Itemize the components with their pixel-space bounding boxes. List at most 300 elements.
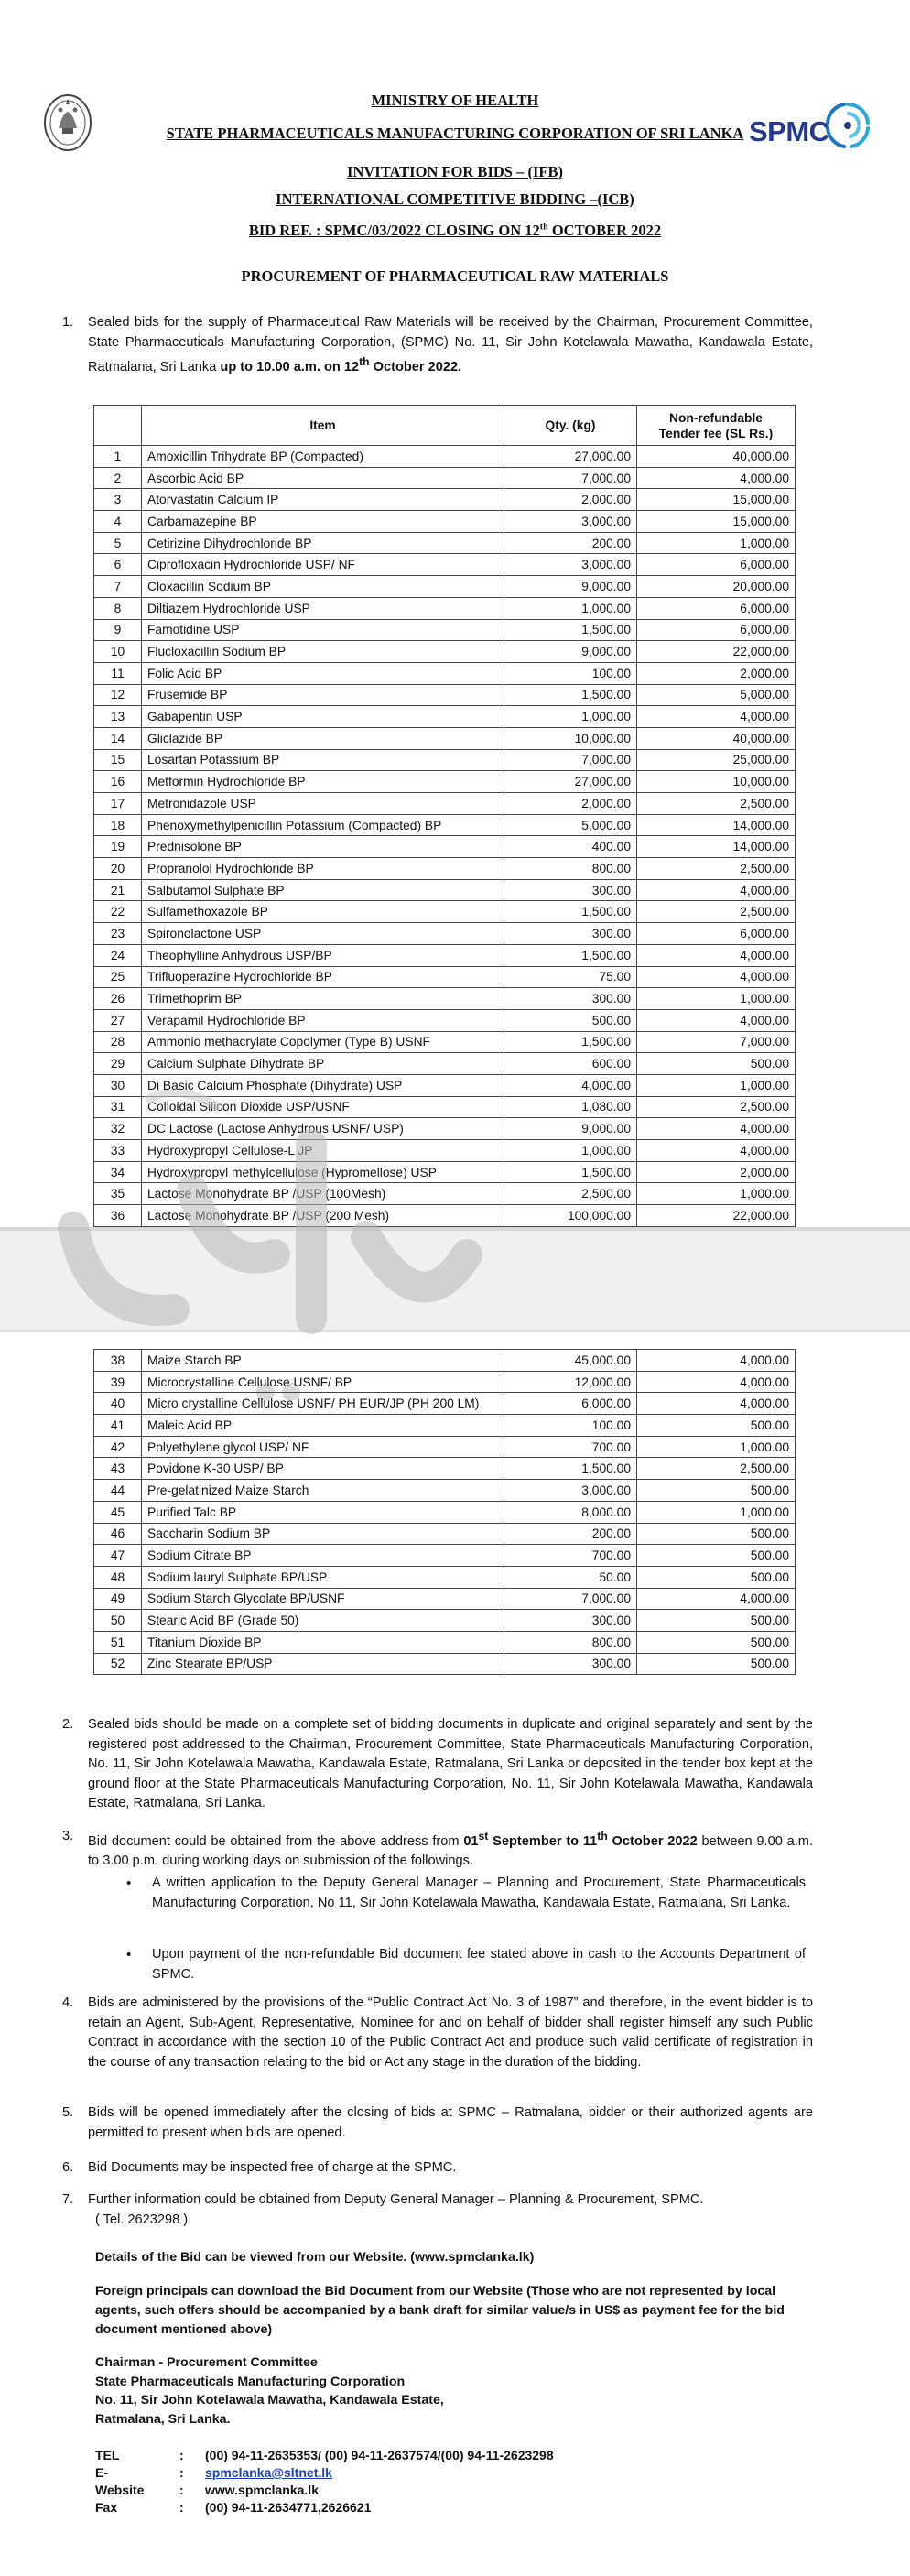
para3-text-a: Bid document could be obtained from the above address from <box>88 1833 464 1849</box>
cell-fee: 500.00 <box>637 1566 796 1588</box>
contact-email <box>95 2464 332 2482</box>
table-row <box>94 1009 796 1031</box>
table-row <box>94 1393 796 1415</box>
table-row <box>94 467 796 489</box>
table-row <box>94 706 796 728</box>
cell-fee: 500.00 <box>637 1415 796 1437</box>
signature-line: State Pharmaceuticals Manufacturing Corporation <box>95 2374 406 2389</box>
cell-no: 44 <box>94 1480 142 1502</box>
cell-qty: 3,000.00 <box>504 1480 637 1502</box>
cell-item: Flucloxacillin Sodium BP <box>142 641 504 663</box>
signature-block <box>95 2353 444 2429</box>
table-row <box>94 1458 796 1480</box>
paragraph-number: 6. <box>62 2160 74 2175</box>
cell-item: Maleic Acid BP <box>142 1415 504 1437</box>
bullet-item <box>126 1945 806 1984</box>
cell-no: 23 <box>94 923 142 945</box>
cell-item: Metformin Hydrochloride BP <box>142 771 504 793</box>
cell-fee: 500.00 <box>637 1545 796 1567</box>
cell-fee: 20,000.00 <box>637 576 796 598</box>
cell-qty: 2,500.00 <box>504 1183 637 1205</box>
cell-item: Folic Acid BP <box>142 662 504 684</box>
cell-no: 33 <box>94 1140 142 1162</box>
cell-qty: 12,000.00 <box>504 1371 637 1393</box>
paragraph-text: Sealed bids should be made on a complete set of bidding documents in duplicate and original separately and sent by the registered post addressed to the Chairman, Procurement Committee, State Pharmaceuticals Manufacturing Corporation, No. 11, Sir John Kotelawala Mawatha, Kandawala Estate, Ratmalana, Sri Lanka or deposited in the tender box kept at the ground floor at the State Pharmaceuticals Manufacturing Corporation, No. 11, Sir John Kotelawala Mawatha, Kandawala Estate, Ratmalana, Sri Lanka. <box>88 1717 813 1810</box>
bidding-type-title: INTERNATIONAL COMPETITIVE BIDDING –(ICB) <box>276 190 634 208</box>
para3-text-c: between 9.00 a.m. to 3.00 p.m. during working days on submission of the followings. <box>88 1833 813 1869</box>
cell-no: 6 <box>94 554 142 576</box>
cell-item: Hydroxypropyl Cellulose-L JP <box>142 1140 504 1162</box>
contact-value: (00) 94-11-2635353/ (00) 94-11-2637574/(00) 94-11-2623298 <box>205 2448 554 2462</box>
cell-no: 18 <box>94 814 142 836</box>
cell-no: 27 <box>94 1009 142 1031</box>
paragraph-number: 4. <box>62 1995 74 2010</box>
cell-fee: 4,000.00 <box>637 1393 796 1415</box>
cell-qty: 6,000.00 <box>504 1393 637 1415</box>
cell-qty: 9,000.00 <box>504 1118 637 1140</box>
spmc-logo-text: SPMC <box>749 115 829 147</box>
table-row <box>94 597 796 619</box>
cell-item: Frusemide BP <box>142 684 504 706</box>
paragraph-number: 7. <box>62 2192 74 2207</box>
cell-no: 17 <box>94 793 142 815</box>
cell-item: Colloidal Silicon Dioxide USP/USNF <box>142 1096 504 1118</box>
cell-no: 1 <box>94 446 142 468</box>
cell-no: 2 <box>94 467 142 489</box>
cell-fee: 14,000.00 <box>637 836 796 858</box>
contact-separator: : <box>179 2448 184 2462</box>
table-row <box>94 749 796 771</box>
cell-qty: 700.00 <box>504 1545 637 1567</box>
contact-fax <box>95 2499 371 2516</box>
cell-item: Di Basic Calcium Phosphate (Dihydrate) USP <box>142 1074 504 1096</box>
cell-qty: 27,000.00 <box>504 771 637 793</box>
cell-fee: 7,000.00 <box>637 1031 796 1053</box>
cell-no: 24 <box>94 944 142 966</box>
contact-separator: : <box>179 2483 184 2497</box>
cell-no: 26 <box>94 988 142 1010</box>
cell-no: 25 <box>94 966 142 988</box>
email-link[interactable]: spmclanka@sltnet.lk <box>205 2465 332 2480</box>
cell-item: Lactose Monohydrate BP /USP (200 Mesh) <box>142 1205 504 1227</box>
cell-item: Ammonio methacrylate Copolymer (Type B) USNF <box>142 1031 504 1053</box>
cell-item: Povidone K-30 USP/ BP <box>142 1458 504 1480</box>
cell-qty: 100,000.00 <box>504 1205 637 1227</box>
table-row <box>94 1415 796 1437</box>
bid-ref-suffix: OCTOBER 2022 <box>547 222 662 239</box>
contact-label: Website <box>95 2483 145 2497</box>
table-header-row <box>94 406 796 446</box>
cell-item: Hydroxypropyl methylcellulose (Hypromellose) USP <box>142 1161 504 1183</box>
cell-qty: 1,080.00 <box>504 1096 637 1118</box>
table-row <box>94 1053 796 1075</box>
paragraph-text <box>88 313 813 377</box>
table-row <box>94 1566 796 1588</box>
website-note: Details of the Bid can be viewed from our Website. (www.spmclanka.lk) <box>95 2250 535 2265</box>
cell-item: Microcrystalline Cellulose USNF/ BP <box>142 1371 504 1393</box>
contact-value: (00) 94-11-2634771,2626621 <box>205 2500 372 2515</box>
cell-no: 20 <box>94 858 142 880</box>
cell-qty: 1,000.00 <box>504 706 637 728</box>
cell-fee: 500.00 <box>637 1631 796 1653</box>
table-row <box>94 1501 796 1523</box>
cell-fee: 4,000.00 <box>637 1350 796 1372</box>
para1-deadline-end: October 2022. <box>369 359 462 375</box>
table-row <box>94 1653 796 1675</box>
table-row <box>94 1436 796 1458</box>
cell-fee: 4,000.00 <box>637 706 796 728</box>
cell-qty: 800.00 <box>504 858 637 880</box>
paragraph-number: 1. <box>62 315 74 330</box>
cell-no: 38 <box>94 1350 142 1372</box>
cell-no: 51 <box>94 1631 142 1653</box>
table-row <box>94 1480 796 1502</box>
cell-item: Gabapentin USP <box>142 706 504 728</box>
bullet-text: A written application to the Deputy General Manager – Planning and Procurement, State Pharmaceuticals Manufacturing Corporation, No 11, Sir John Kotelawala Mawatha, Kandawala Estate, Ratmalana, Sri Lanka. <box>152 1875 806 1910</box>
table-row <box>94 727 796 749</box>
cell-item: Cetirizine Dihydrochloride BP <box>142 532 504 554</box>
cell-qty: 3,000.00 <box>504 511 637 533</box>
cell-qty: 1,500.00 <box>504 944 637 966</box>
cell-qty: 1,500.00 <box>504 1161 637 1183</box>
cell-fee: 6,000.00 <box>637 619 796 641</box>
cell-qty: 7,000.00 <box>504 1588 637 1610</box>
cell-item: Famotidine USP <box>142 619 504 641</box>
paragraph-7-tel: ( Tel. 2623298 ) <box>95 2212 189 2227</box>
cell-no: 9 <box>94 619 142 641</box>
cell-fee: 1,000.00 <box>637 988 796 1010</box>
bid-reference <box>0 222 910 240</box>
cell-qty: 500.00 <box>504 1009 637 1031</box>
para1-text-a: Sealed bids for the supply of Pharmaceutical Raw Materials will be received by the Chairman, Procurement Committee, State Pharmaceuticals Manufacturing Corporation, (SPMC) No. 11, Sir John Kotelawala Mawatha, Kandawala Estate, Ratmalana, Sri Lanka <box>88 315 813 375</box>
cell-qty: 9,000.00 <box>504 641 637 663</box>
cell-no: 10 <box>94 641 142 663</box>
header-no <box>94 406 142 446</box>
table-row <box>94 901 796 923</box>
bullet-text: Upon payment of the non-refundable Bid document fee stated above in cash to the Accounts Department of SPMC. <box>152 1947 806 1982</box>
cell-qty: 75.00 <box>504 966 637 988</box>
cell-qty: 1,000.00 <box>504 1140 637 1162</box>
cell-qty: 100.00 <box>504 1415 637 1437</box>
cell-no: 48 <box>94 1566 142 1588</box>
paragraph-number: 5. <box>62 2105 74 2120</box>
header-fee-line1: Non-refundable <box>669 410 763 425</box>
cell-fee: 4,000.00 <box>637 1140 796 1162</box>
cell-item: Propranolol Hydrochloride BP <box>142 858 504 880</box>
cell-qty: 7,000.00 <box>504 467 637 489</box>
cell-item: Sulfamethoxazole BP <box>142 901 504 923</box>
contact-label: E- <box>95 2465 108 2480</box>
cell-item: Spironolactone USP <box>142 923 504 945</box>
cell-qty: 9,000.00 <box>504 576 637 598</box>
cell-item: Stearic Acid BP (Grade 50) <box>142 1610 504 1632</box>
paragraph-text <box>88 1827 813 1872</box>
cell-qty: 8,000.00 <box>504 1501 637 1523</box>
contact-website <box>95 2482 319 2499</box>
table-row <box>94 511 796 533</box>
table-row <box>94 1031 796 1053</box>
cell-qty: 1,500.00 <box>504 1458 637 1480</box>
para3-date-mid: September to 11 <box>488 1833 598 1849</box>
contact-tel <box>95 2447 554 2464</box>
cell-no: 52 <box>94 1653 142 1675</box>
table-row <box>94 1350 796 1372</box>
header-qty: Qty. (kg) <box>504 406 637 446</box>
cell-qty: 4,000.00 <box>504 1074 637 1096</box>
cell-item: Sodium Starch Glycolate BP/USNF <box>142 1588 504 1610</box>
contact-separator: : <box>179 2500 184 2515</box>
cell-fee: 4,000.00 <box>637 467 796 489</box>
cell-fee: 40,000.00 <box>637 446 796 468</box>
bid-ref-sup: th <box>539 222 548 233</box>
cell-fee: 5,000.00 <box>637 684 796 706</box>
cell-no: 50 <box>94 1610 142 1632</box>
cell-no: 41 <box>94 1415 142 1437</box>
para3-date-end: October 2022 <box>607 1833 698 1849</box>
cell-no: 15 <box>94 749 142 771</box>
header-fee <box>637 406 796 446</box>
paragraph-5 <box>62 2103 813 2143</box>
cell-no: 28 <box>94 1031 142 1053</box>
paragraph-7 <box>62 2190 813 2211</box>
cell-fee: 1,000.00 <box>637 1074 796 1096</box>
cell-no: 49 <box>94 1588 142 1610</box>
cell-fee: 4,000.00 <box>637 944 796 966</box>
cell-fee: 4,000.00 <box>637 1588 796 1610</box>
cell-no: 5 <box>94 532 142 554</box>
cell-fee: 6,000.00 <box>637 923 796 945</box>
cell-fee: 2,500.00 <box>637 793 796 815</box>
ministry-title: MINISTRY OF HEALTH <box>371 92 539 109</box>
cell-qty: 1,500.00 <box>504 1031 637 1053</box>
cell-no: 45 <box>94 1501 142 1523</box>
cell-fee: 2,500.00 <box>637 858 796 880</box>
cell-fee: 500.00 <box>637 1653 796 1675</box>
cell-no: 32 <box>94 1118 142 1140</box>
cell-item: Polyethylene glycol USP/ NF <box>142 1436 504 1458</box>
cell-qty: 1,000.00 <box>504 597 637 619</box>
cell-fee: 4,000.00 <box>637 1009 796 1031</box>
cell-no: 42 <box>94 1436 142 1458</box>
cell-no: 21 <box>94 879 142 901</box>
para3-sup2: th <box>597 1830 608 1842</box>
cell-no: 12 <box>94 684 142 706</box>
cell-no: 16 <box>94 771 142 793</box>
table-row <box>94 662 796 684</box>
cell-fee: 25,000.00 <box>637 749 796 771</box>
cell-item: Lactose Monohydrate BP /USP (100Mesh) <box>142 1183 504 1205</box>
cell-no: 40 <box>94 1393 142 1415</box>
bullet-item <box>126 1874 806 1913</box>
cell-item: Trimethoprim BP <box>142 988 504 1010</box>
table-row <box>94 771 796 793</box>
cell-qty: 7,000.00 <box>504 749 637 771</box>
cell-item: Sodium lauryl Sulphate BP/USP <box>142 1566 504 1588</box>
cell-item: Micro crystalline Cellulose USNF/ PH EUR/JP (PH 200 LM) <box>142 1393 504 1415</box>
cell-item: Zinc Stearate BP/USP <box>142 1653 504 1675</box>
cell-fee: 15,000.00 <box>637 511 796 533</box>
corporation-title: STATE PHARMACEUTICALS MANUFACTURING CORPORATION OF SRI LANKA <box>166 125 744 142</box>
table-row <box>94 923 796 945</box>
para1-deadline: up to 10.00 a.m. on 12 <box>220 359 360 375</box>
cell-item: Salbutamol Sulphate BP <box>142 879 504 901</box>
cell-qty: 600.00 <box>504 1053 637 1075</box>
table-row <box>94 1371 796 1393</box>
table-row <box>94 1631 796 1653</box>
cell-fee: 2,000.00 <box>637 1161 796 1183</box>
cell-fee: 500.00 <box>637 1053 796 1075</box>
cell-no: 39 <box>94 1371 142 1393</box>
bullet-icon: • <box>126 1947 132 1962</box>
cell-fee: 22,000.00 <box>637 1205 796 1227</box>
cell-fee: 14,000.00 <box>637 814 796 836</box>
cell-no: 46 <box>94 1523 142 1545</box>
cell-item: Ascorbic Acid BP <box>142 467 504 489</box>
cell-qty: 200.00 <box>504 1523 637 1545</box>
cell-qty: 10,000.00 <box>504 727 637 749</box>
cell-no: 35 <box>94 1183 142 1205</box>
table-row <box>94 988 796 1010</box>
cell-fee: 4,000.00 <box>637 879 796 901</box>
paragraph-number: 3. <box>62 1829 74 1843</box>
cell-qty: 300.00 <box>504 923 637 945</box>
cell-qty: 27,000.00 <box>504 446 637 468</box>
cell-fee: 1,000.00 <box>637 532 796 554</box>
cell-qty: 100.00 <box>504 662 637 684</box>
cell-qty: 300.00 <box>504 988 637 1010</box>
table-row <box>94 814 796 836</box>
paragraph-4 <box>62 1994 813 2072</box>
cell-item: Ciprofloxacin Hydrochloride USP/ NF <box>142 554 504 576</box>
procurement-title: PROCUREMENT OF PHARMACEUTICAL RAW MATERIALS <box>241 267 669 285</box>
header-fee-line2: Tender fee (SL Rs.) <box>658 426 774 440</box>
cell-fee: 15,000.00 <box>637 489 796 511</box>
cell-no: 36 <box>94 1205 142 1227</box>
cell-qty: 1,500.00 <box>504 684 637 706</box>
signature-line: Ratmalana, Sri Lanka. <box>95 2411 231 2427</box>
paragraph-text: Bids are administered by the provisions of the “Public Contract Act No. 3 of 1987” and therefore, in the event bidder is to retain an Agent, Sub-Agent, Representative, Nominee for and on behalf of bidder shall register himself any such Public Contract in accordance with the section 10 of the Public Contract Act and produce such valid certificate of registration in the course of any transaction relating to the bid or Act any stage in the duration of the bidding. <box>88 1995 813 2070</box>
cell-no: 8 <box>94 597 142 619</box>
cell-qty: 300.00 <box>504 1610 637 1632</box>
cell-fee: 40,000.00 <box>637 727 796 749</box>
cell-qty: 50.00 <box>504 1566 637 1588</box>
cell-fee: 4,000.00 <box>637 1371 796 1393</box>
cell-item: Trifluoperazine Hydrochloride BP <box>142 966 504 988</box>
table-row <box>94 1523 796 1545</box>
contact-label: Fax <box>95 2500 118 2515</box>
cell-fee: 1,000.00 <box>637 1183 796 1205</box>
contact-label: TEL <box>95 2448 120 2462</box>
para3-date-start: 01 <box>463 1833 479 1849</box>
table-row <box>94 944 796 966</box>
paragraph-text: Bid Documents may be inspected free of charge at the SPMC. <box>88 2160 457 2175</box>
cell-fee: 2,000.00 <box>637 662 796 684</box>
cell-item: Atorvastatin Calcium IP <box>142 489 504 511</box>
cell-no: 31 <box>94 1096 142 1118</box>
cell-item: Cloxacillin Sodium BP <box>142 576 504 598</box>
cell-item: Prednisolone BP <box>142 836 504 858</box>
cell-item: Theophylline Anhydrous USP/BP <box>142 944 504 966</box>
cell-item: Diltiazem Hydrochloride USP <box>142 597 504 619</box>
table-row <box>94 554 796 576</box>
paragraph-text: Further information could be obtained from Deputy General Manager – Planning & Procurement, SPMC. <box>88 2192 704 2207</box>
cell-no: 47 <box>94 1545 142 1567</box>
website-link[interactable]: www.spmclanka.lk <box>205 2483 319 2497</box>
cell-item: Saccharin Sodium BP <box>142 1523 504 1545</box>
cell-qty: 400.00 <box>504 836 637 858</box>
cell-no: 43 <box>94 1458 142 1480</box>
para1-deadline-sup: th <box>359 355 370 368</box>
raw-materials-table-part-2 <box>93 1349 796 1675</box>
cell-qty: 700.00 <box>504 1436 637 1458</box>
paragraph-text: Bids will be opened immediately after the closing of bids at SPMC – Ratmalana, bidder or their authorized agents are permitted to present when bids are opened. <box>88 2105 813 2140</box>
cell-no: 3 <box>94 489 142 511</box>
paragraph-1 <box>62 313 813 377</box>
cell-qty: 800.00 <box>504 1631 637 1653</box>
cell-item: Verapamil Hydrochloride BP <box>142 1009 504 1031</box>
cell-qty: 45,000.00 <box>504 1350 637 1372</box>
cell-item: Losartan Potassium BP <box>142 749 504 771</box>
table-row <box>94 446 796 468</box>
cell-no: 29 <box>94 1053 142 1075</box>
cell-fee: 4,000.00 <box>637 966 796 988</box>
cell-no: 4 <box>94 511 142 533</box>
table-row <box>94 1610 796 1632</box>
cell-fee: 500.00 <box>637 1610 796 1632</box>
cell-fee: 10,000.00 <box>637 771 796 793</box>
bid-ref-prefix: BID REF. : SPMC/03/2022 CLOSING ON 12 <box>248 222 540 239</box>
table-row <box>94 879 796 901</box>
table-row <box>94 1588 796 1610</box>
cell-no: 11 <box>94 662 142 684</box>
cell-no: 22 <box>94 901 142 923</box>
cell-no: 34 <box>94 1161 142 1183</box>
table-row <box>94 793 796 815</box>
cell-fee: 4,000.00 <box>637 1118 796 1140</box>
table-row <box>94 489 796 511</box>
cell-no: 30 <box>94 1074 142 1096</box>
header-item: Item <box>142 406 504 446</box>
cell-item: Carbamazepine BP <box>142 511 504 533</box>
cell-fee: 22,000.00 <box>637 641 796 663</box>
table-row <box>94 532 796 554</box>
cell-item: Calcium Sulphate Dihydrate BP <box>142 1053 504 1075</box>
cell-no: 14 <box>94 727 142 749</box>
foreign-principals-note: Foreign principals can download the Bid Document from our Website (Those who are not represented by local agents, such offers should be accompanied by a bank draft for similar value/s in US$ as payment fee for the bid document mentioned above) <box>95 2284 785 2337</box>
cell-no: 13 <box>94 706 142 728</box>
paragraph-2 <box>62 1715 813 1814</box>
cell-qty: 2,000.00 <box>504 489 637 511</box>
cell-fee: 6,000.00 <box>637 554 796 576</box>
cell-item: Phenoxymethylpenicillin Potassium (Compacted) BP <box>142 814 504 836</box>
cell-item: Titanium Dioxide BP <box>142 1631 504 1653</box>
cell-no: 19 <box>94 836 142 858</box>
table-row <box>94 1545 796 1567</box>
cell-fee: 6,000.00 <box>637 597 796 619</box>
cell-fee: 1,000.00 <box>637 1436 796 1458</box>
cell-fee: 500.00 <box>637 1480 796 1502</box>
invitation-title: INVITATION FOR BIDS – (IFB) <box>347 163 563 180</box>
cell-fee: 500.00 <box>637 1523 796 1545</box>
table-row <box>94 641 796 663</box>
signature-line: No. 11, Sir John Kotelawala Mawatha, Kandawala Estate, <box>95 2393 444 2408</box>
cell-qty: 1,500.00 <box>504 619 637 641</box>
cell-fee: 1,000.00 <box>637 1501 796 1523</box>
cell-item: Purified Talc BP <box>142 1501 504 1523</box>
cell-qty: 200.00 <box>504 532 637 554</box>
paragraph-3 <box>62 1827 813 1872</box>
contact-separator: : <box>179 2465 184 2480</box>
